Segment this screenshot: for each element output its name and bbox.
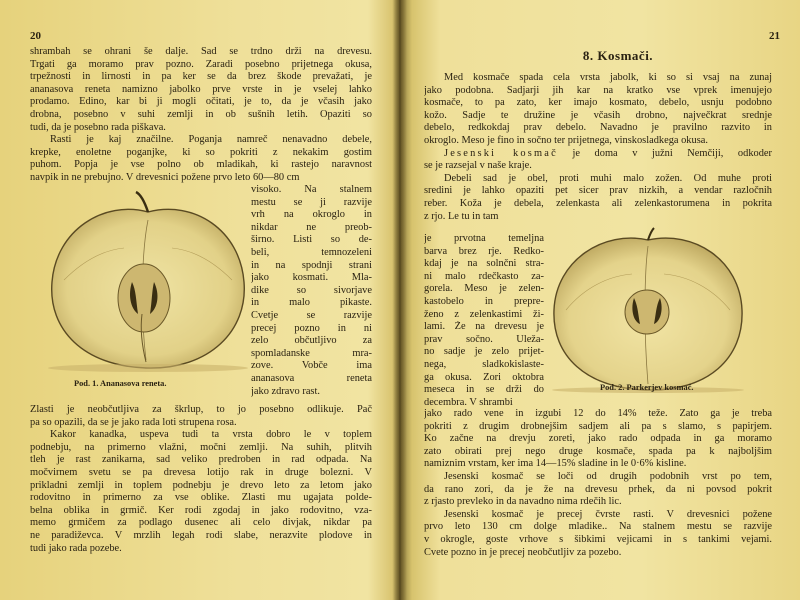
text-line: drobna, posebno v suhi zemlji in ob sušnih letih. Opaziti so — [30, 108, 372, 120]
left-bottom-paragraphs — [30, 404, 372, 555]
right-bottom-paragraphs — [424, 408, 772, 559]
text-line: navpik in ne prebujno. V drevesnici požene prvo leto 60—80 cm — [30, 171, 300, 183]
left-side-column — [251, 184, 372, 398]
text-line: Ko začne na drevju zoreti, jako rado odpada in ga moramo — [424, 433, 772, 445]
text-line: memo grmičem za podlago dusenec ali celo divjak, nikdar pa — [30, 517, 372, 529]
text-line: beli, temnozeleni — [251, 246, 372, 258]
text-line: mestu se ji razvije — [251, 196, 372, 208]
text-line: tudi, da je posebno rada piškava. — [30, 121, 166, 133]
right-page — [408, 0, 800, 600]
text-line: Jesenski kosmač je precej čvrste rasti. V drevesnici požene — [444, 508, 772, 520]
apple-illustration-2 — [548, 226, 748, 394]
text-line: trpežnosti in lirnosti in pa ker se da brez škode prevažati, je — [30, 71, 372, 83]
text-line: barva brez rje. Redko- — [424, 245, 544, 257]
text-line: ga okusa. Zori oktobra — [424, 371, 544, 383]
text-line: zato obirati prej nego druge kosmače, spada pa k najboljšim — [424, 445, 772, 457]
text-line: z rjasto prevleko in da navadno nima rdečih lic. — [424, 496, 622, 508]
text-line: pokriti z drugim drobnejšim sadjem ali pa s slamo, s papirjem. — [424, 420, 772, 432]
text-line: jako podobna. Sadjarji jih kar na kratko vse vprek imenujejo — [424, 84, 772, 96]
text-line: prikladni zemlji in toplem podnebju je drevo leto za letom jako — [30, 479, 372, 491]
text-line: Cvetje se razvije — [251, 309, 372, 321]
text-line: prav sočno. Uleža- — [424, 333, 544, 345]
text-line: Debeli sad je obel, proti muhi malo zožen. Od muhe proti — [444, 172, 772, 184]
text-line: kožo. Sadje te družine je včasih drobno, največkrat srednje — [424, 109, 772, 121]
text-line: decembra. V shrambi — [424, 396, 513, 408]
text-line: reber. Koža je debela, zelenkasta ali zelenkastorumena in pokrita — [424, 197, 772, 209]
text-line: meseca in se drži do — [424, 384, 544, 396]
right-side-column — [424, 233, 544, 409]
figure-parkerjev-kosmac — [548, 226, 748, 394]
figure-caption-2: Pod. 2. Parkerjev kosmač. — [600, 383, 694, 392]
text-line: lami. Že na drevesu je — [424, 321, 544, 333]
text-line: Jesenski kosmač se loči od drugih podobnih vrst po tem, — [444, 470, 772, 482]
text-line: namiznim vrstam, ker ima 14—15% sladine in le 0·6% kisline. — [424, 458, 687, 470]
text-line: spomladanske mra- — [251, 347, 372, 359]
text-line: je prvotna temeljna — [424, 233, 544, 244]
text-line: precej pozno in ni — [251, 322, 372, 334]
text-line: prodamo. Edino, kar bi ji mogli očitati, je to, da je včasih jako — [30, 96, 372, 108]
text-line: sredini je lahko opaziti pet sicer prav nizkih, a vendar razločnih — [424, 185, 772, 197]
text-line: visoko. Na stalnem — [251, 184, 372, 195]
chapter-title: 8. Kosmači. — [582, 48, 654, 63]
text-line: Trgati ga moramo prav pozno. Zaradi posebno prijetnega okusa, — [30, 58, 372, 70]
text-line: belna oblika in grmič. Ker rodi zgodaj in jako rodovitno, vza- — [30, 504, 372, 516]
text-line: ni malo rdečkasto za- — [424, 270, 544, 282]
text-line: Kakor kanadka, uspeva tudi ta vrsta dobro le v toplem — [50, 429, 372, 441]
text-line: no sadje je zelo prijet- — [424, 346, 544, 358]
text-line: rodovitno in primerno za vse oblike. Zlasti mu ugajata polde- — [30, 492, 372, 504]
text-line: jako rado vene in izgubi 12 do 14% teže. Zato ga je treba — [424, 408, 772, 419]
text-line: tudi jako rada pozebe. — [30, 542, 122, 554]
text-line: da rano zori, da je že na drevesu prhek, da ni povsod pokrit — [424, 483, 772, 495]
text-line: jako kosmati. Mla- — [251, 272, 372, 284]
figure-ananasova-reneta — [44, 190, 252, 376]
text-line: debelo, redkokdaj prav debelo. Navadno je pravilno razvito in — [424, 122, 772, 134]
text-line-rest: je doma v južni Nemčiji, odkoder — [557, 147, 772, 159]
text-line: ananasova reneta — [251, 372, 372, 384]
text-line: se je razsejal v naše kraje. — [424, 160, 532, 172]
text-line: z rjo. Le tu in tam — [424, 210, 499, 222]
text-line: krepke, enoletne poganjke, ki so pokriti z nekakim gostim — [30, 146, 372, 158]
text-line: in malo pikaste. — [251, 297, 372, 309]
page-number-left: 20 — [30, 30, 41, 42]
text-line: širno. Listi so de- — [251, 234, 372, 246]
text-line: prvo leto 130 cm dolge mladike.. Na stalnem mestu se razvije — [424, 521, 772, 533]
text-line: močvirnem svetu se pa drevesa lotijo rak in druge bolezni. V — [30, 466, 372, 478]
text-line: Zlasti je neobčutljiva za škrlup, to jo posebno odlikuje. Pač — [30, 404, 372, 415]
text-line: jako zdravo rast. — [251, 385, 320, 397]
text-line: okroglo. Meso je fino in sočno ter prijetnega, vinskosladkega okusa. — [424, 134, 708, 146]
text-line: ne paradiževca. V mrzlih legah rodi slabe, nerazvite plodove in — [30, 529, 372, 541]
variety-name-spaced: Jesenski kosmač — [444, 147, 558, 159]
text-line: in na spodnji strani — [251, 259, 372, 271]
text-line: Cvete pozno in je precej neobčutljiv za pozebo. — [424, 546, 622, 558]
text-line: kdaj je na solnčni stra- — [424, 258, 544, 270]
text-line: nikdar ne preob- — [251, 221, 372, 233]
left-top-paragraphs — [30, 46, 372, 185]
book-gutter — [393, 0, 407, 600]
text-line: vrh na okroglo in — [251, 209, 372, 221]
text-line: ženo z zelenkastimi ži- — [424, 308, 544, 320]
text-line: kosmače, to pa zato, ker imajo kosmato, debelo, usnju podobno — [424, 97, 772, 109]
figure-caption-1: Pod. 1. Ananasova reneta. — [74, 379, 167, 388]
text-line: podnebju, na primerno vlažni, močni zemlji. Na suhih, plitvih — [30, 441, 372, 453]
text-line: kastobelo in prepre- — [424, 295, 544, 307]
text-line: pa so opazili, da se je jako rada loti strupena rosa. — [30, 416, 237, 428]
text-line: ananasova reneta namizno jabolko prve vrste in je vselej lahko — [30, 83, 372, 95]
text-line: nega, sladkokislaste- — [424, 358, 544, 370]
text-line: puhom. Popja je vse polno ob mladikah, ki rastejo naravnost — [30, 159, 372, 171]
page-number-right: 21 — [769, 30, 780, 42]
text-line: shrambah se ohrani še dalje. Sad se trdno drži na drevesu. — [30, 46, 372, 57]
text-line: Med kosmače spada cela vrsta jabolk, ki so si vsaj na zunaj — [444, 72, 772, 83]
apple-illustration-1 — [44, 190, 252, 376]
text-line: dike so sivorjave — [251, 284, 372, 296]
text-line: Rasti je kaj značilne. Poganja namreč nenavadno debele, — [50, 134, 372, 146]
text-line: tleh je rast zanikarna, sad veliko predroben in rad odpada. Na — [30, 454, 372, 466]
left-page — [0, 0, 392, 600]
text-line: zove. Vobče ima — [251, 360, 372, 372]
text-line — [424, 148, 772, 161]
text-line: zelo občutljivo za — [251, 335, 372, 347]
right-top-paragraphs — [424, 72, 772, 223]
text-line: v okrogle, goste vrhove s šibkimi vejicami in s tankimi vejami. — [424, 533, 772, 545]
text-line: gorela. Meso je zelen- — [424, 283, 544, 295]
